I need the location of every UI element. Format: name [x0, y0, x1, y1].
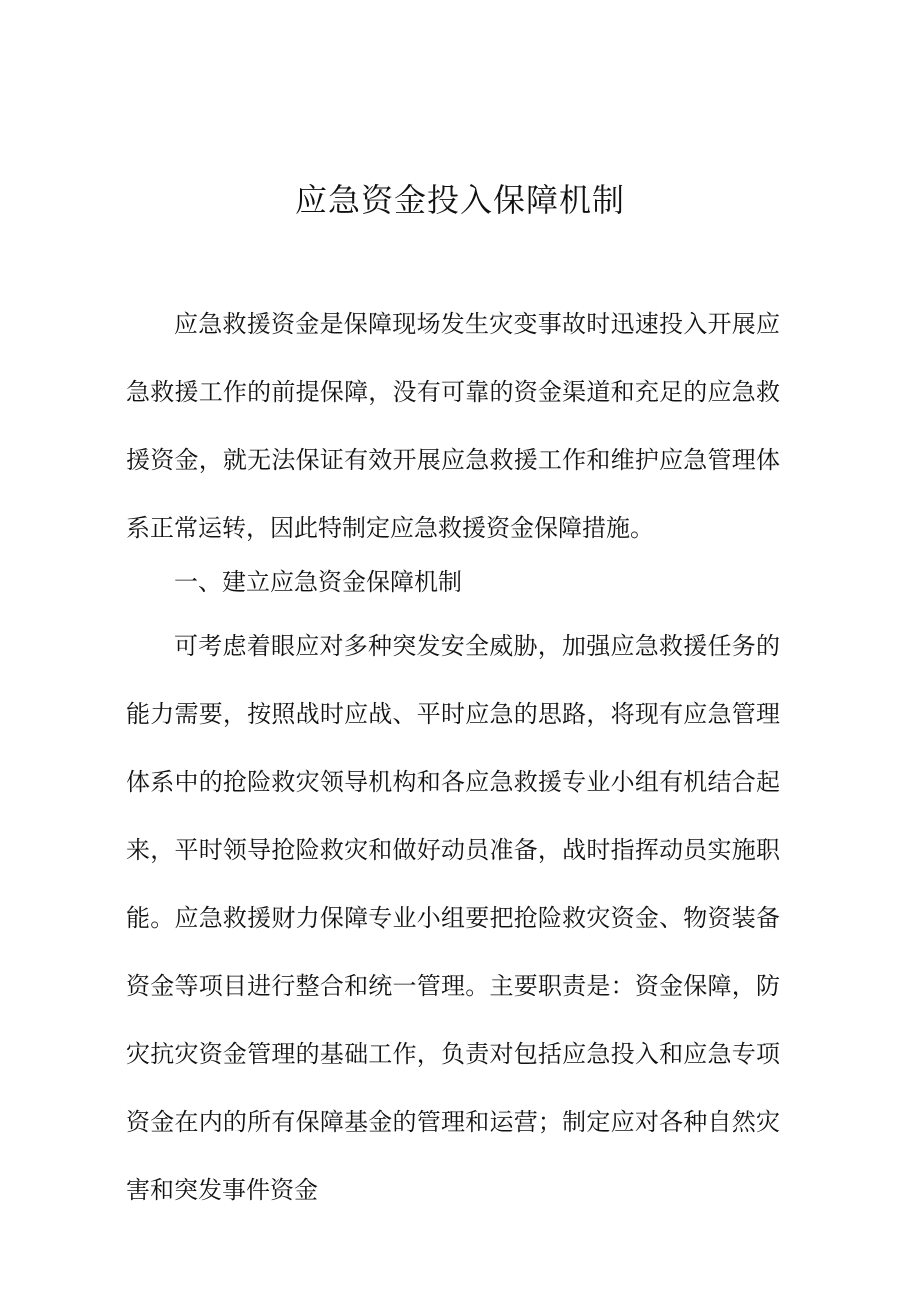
document-title: 应急资金投入保障机制: [294, 181, 625, 219]
section-heading: 一、建立应急资金保障机制: [174, 568, 462, 596]
section-body-paragraph: 可考虑着眼应对多种突发安全威胁，加强应急救援任务的能力需要，按照战时应战、平时应急的思路，将现有应急管理体系中的抢险救灾领导机构和各应急救援专业小组有机结合起来，平时领导抢险救灾和做好动员准备，战时指挥动员实施职能。应急救援财力保障专业小组要把抢险救灾资金、物资装备资金等项目进行整合和统一管理。主要职责是：资金保障，防灾抗灾资金管理的基础工作，负责对包括应急投入和应急专项资金在内的所有保障基金的管理和运营；制定应对各种自然灾害和突发事件资金: [126, 632, 780, 1204]
intro-paragraph: 应急救援资金是保障现场发生灾变事故时迅速投入开展应急救援工作的前提保障，没有可靠的资金渠道和充足的应急救援资金，就无法保证有效开展应急救援工作和维护应急管理体系正常运转，因此特制定应急救援资金保障措施。: [126, 310, 780, 542]
